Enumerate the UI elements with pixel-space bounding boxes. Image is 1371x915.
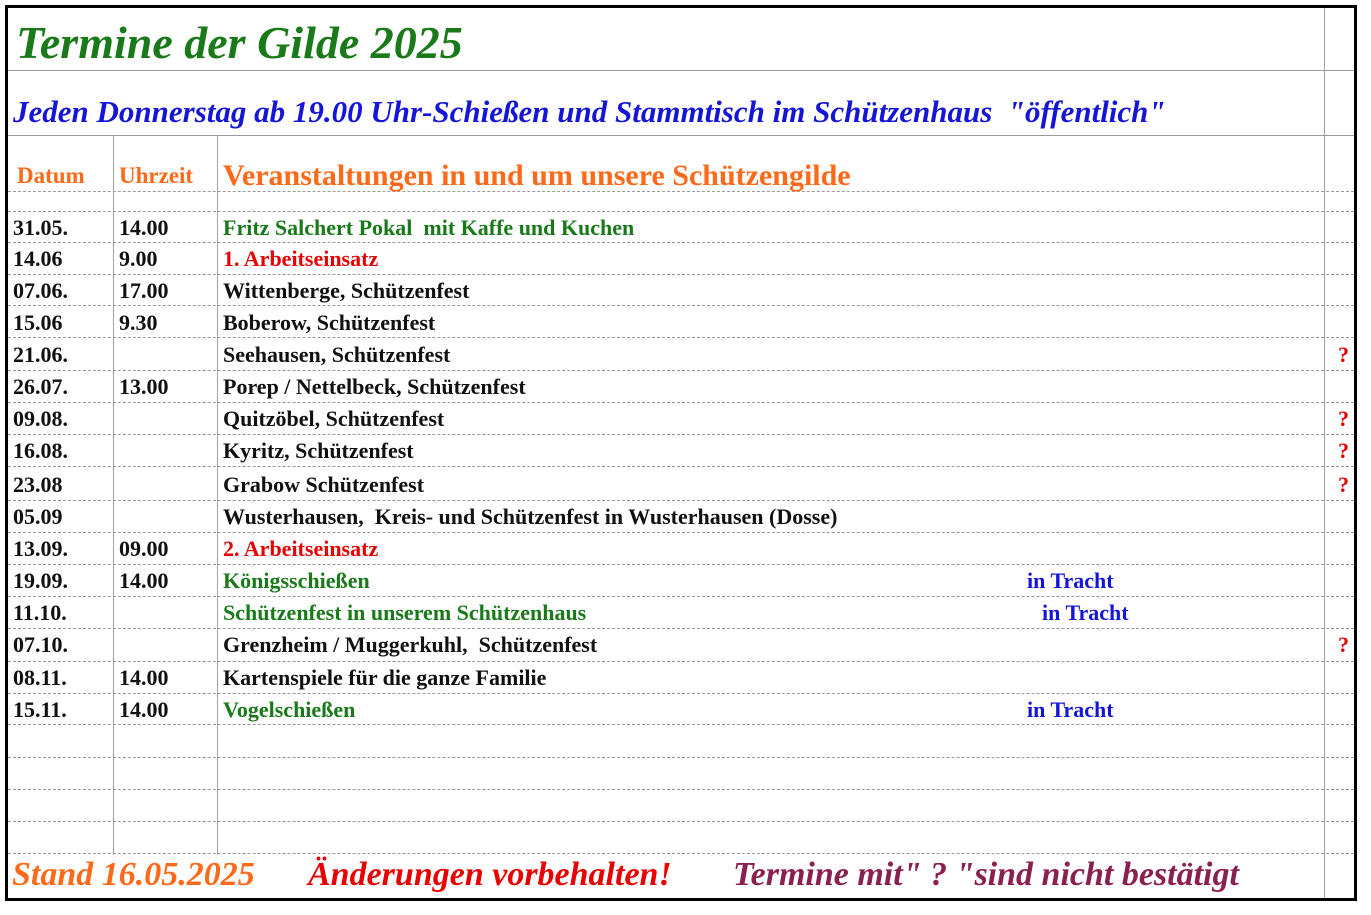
event-cell: Porep / Nettelbeck, Schützenfest	[223, 374, 526, 399]
date-cell: 07.06.	[13, 278, 68, 303]
row-divider	[8, 532, 1354, 533]
row-divider	[8, 211, 1354, 212]
footer-stand: Stand 16.05.2025	[12, 856, 255, 893]
note-cell: in Tracht	[1027, 697, 1114, 722]
date-cell: 16.08.	[13, 438, 68, 463]
event-cell: Königsschießen	[223, 568, 370, 593]
unconfirmed-mark: ?	[1338, 472, 1349, 497]
event-cell: Grenzheim / Muggerkuhl, Schützenfest	[223, 632, 598, 657]
event-cell: 2. Arbeitseinsatz	[223, 536, 379, 561]
unconfirmed-mark: ?	[1338, 406, 1349, 431]
event-cell: Seehausen, Schützenfest	[223, 342, 451, 367]
column-divider	[1324, 8, 1325, 898]
header-event: Veranstaltungen in und um unsere Schützengilde	[223, 159, 851, 192]
event-cell: 1. Arbeitseinsatz	[223, 246, 379, 271]
date-cell: 05.09	[13, 504, 63, 529]
date-cell: 13.09.	[13, 536, 68, 561]
row-divider	[8, 70, 1354, 71]
date-cell: 23.08	[13, 472, 63, 497]
row-divider	[8, 853, 1354, 854]
date-cell: 19.09.	[13, 568, 68, 593]
row-divider	[8, 274, 1354, 275]
row-divider	[8, 628, 1354, 629]
event-cell: Vogelschießen	[223, 697, 356, 722]
note-cell: in Tracht	[1042, 600, 1129, 625]
time-cell: 9.00	[119, 246, 158, 271]
event-cell: Wusterhausen, Kreis- und Schützenfest in Wusterhausen (Dosse)	[223, 504, 838, 529]
event-cell: Boberow, Schützenfest	[223, 310, 436, 335]
schedule-sheet	[5, 5, 1357, 901]
time-cell: 14.00	[119, 697, 169, 722]
date-cell: 15.06	[13, 310, 63, 335]
row-divider	[8, 564, 1354, 565]
event-cell: Kyritz, Schützenfest	[223, 438, 414, 463]
unconfirmed-mark: ?	[1338, 342, 1349, 367]
subtitle: Jeden Donnerstag ab 19.00 Uhr-Schießen und Stammtisch im Schützenhaus "öffentlich"	[13, 94, 1166, 129]
footer-note: Termine mit" ? "sind nicht bestätigt	[733, 856, 1239, 893]
row-divider	[8, 402, 1354, 403]
unconfirmed-mark: ?	[1338, 632, 1349, 657]
date-cell: 26.07.	[13, 374, 68, 399]
time-cell: 17.00	[119, 278, 169, 303]
row-divider	[8, 757, 1354, 758]
header-date: Datum	[17, 163, 85, 188]
time-cell: 14.00	[119, 215, 169, 240]
unconfirmed-mark: ?	[1338, 438, 1349, 463]
row-divider	[8, 135, 1354, 136]
row-divider	[8, 466, 1354, 467]
row-divider	[8, 724, 1354, 725]
date-cell: 09.08.	[13, 406, 68, 431]
date-cell: 21.06.	[13, 342, 68, 367]
event-cell: Wittenberge, Schützenfest	[223, 278, 470, 303]
time-cell: 14.00	[119, 568, 169, 593]
row-divider	[8, 337, 1354, 338]
row-divider	[8, 305, 1354, 306]
column-divider	[113, 135, 114, 855]
header-time: Uhrzeit	[119, 163, 194, 188]
date-cell: 31.05.	[13, 215, 68, 240]
row-divider	[8, 434, 1354, 435]
event-cell: Grabow Schützenfest	[223, 472, 425, 497]
row-divider	[8, 596, 1354, 597]
time-cell: 09.00	[119, 536, 169, 561]
date-cell: 07.10.	[13, 632, 68, 657]
event-cell: Fritz Salchert Pokal mit Kaffe und Kuchen	[223, 215, 635, 240]
time-cell: 9.30	[119, 310, 158, 335]
note-cell: in Tracht	[1027, 568, 1114, 593]
row-divider	[8, 242, 1354, 243]
row-divider	[8, 370, 1354, 371]
row-divider	[8, 500, 1354, 501]
column-divider	[217, 135, 218, 855]
event-cell: Schützenfest in unserem Schützenhaus	[223, 600, 587, 625]
footer-changes: Änderungen vorbehalten!	[308, 856, 672, 893]
row-divider	[8, 693, 1354, 694]
row-divider	[8, 661, 1354, 662]
page-title: Termine der Gilde 2025	[16, 17, 463, 68]
event-cell: Kartenspiele für die ganze Familie	[223, 665, 547, 690]
row-divider	[8, 821, 1354, 822]
event-cell: Quitzöbel, Schützenfest	[223, 406, 445, 431]
row-divider	[8, 789, 1354, 790]
date-cell: 11.10.	[13, 600, 67, 625]
date-cell: 14.06	[13, 246, 63, 271]
time-cell: 13.00	[119, 374, 169, 399]
time-cell: 14.00	[119, 665, 169, 690]
date-cell: 15.11.	[13, 697, 67, 722]
date-cell: 08.11.	[13, 665, 67, 690]
